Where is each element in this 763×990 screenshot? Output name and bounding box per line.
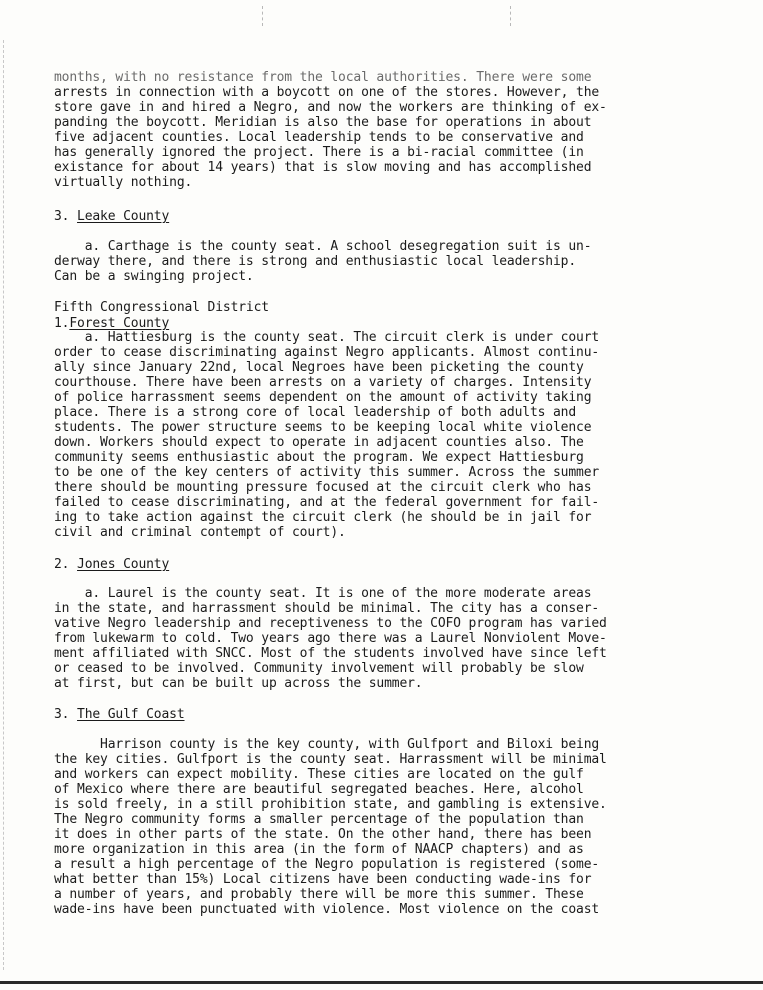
body-text-line: of Mexico where there are beautiful segregated beaches. Here, alcohol <box>54 782 584 797</box>
body-text-line: ally since January 22nd, local Negroes have been picketing the county <box>54 360 584 375</box>
section-heading-leake-county: 3. Leake County <box>54 209 170 224</box>
body-text-line: panding the boycott. Meridian is also the base for operations in about <box>54 115 592 130</box>
body-text-line: students. The power structure seems to be keeping local white violence <box>54 420 592 435</box>
body-text-line: the key cities. Gulfport is the county seat. Harrassment will be minimal <box>54 752 607 767</box>
body-text-line: more organization in this area (in the form of NAACP chapters) and as <box>54 842 584 857</box>
body-text-line: at first, but can be built up across the summer. <box>54 676 423 691</box>
section-heading-forest-county: 1.Forest County <box>54 316 170 331</box>
body-text-line: five adjacent counties. Local leadership tends to be conservative and <box>54 130 584 145</box>
heading-underlined-text: Jones County <box>77 557 170 572</box>
body-text-line: failed to cease discriminating, and at the federal government for fail- <box>54 495 600 510</box>
body-text-line: in the state, and harrassment should be minimal. The city has a conser- <box>54 601 600 616</box>
body-text-line: virtually nothing. <box>54 175 193 190</box>
body-text-line: Harrison county is the key county, with Gulfport and Biloxi being <box>54 737 600 752</box>
body-text-line: a. Carthage is the county seat. A school desegregation suit is un- <box>54 239 592 254</box>
body-text-line: a. Hattiesburg is the county seat. The circuit clerk is under court <box>54 330 600 345</box>
body-text-line: existance for about 14 years) that is slow moving and has accomplished <box>54 160 592 175</box>
scan-mark <box>510 6 512 26</box>
body-text-line: to be one of the key centers of activity this summer. Across the summer <box>54 465 600 480</box>
section-heading-gulf-coast: 3. The Gulf Coast <box>54 707 185 722</box>
body-text-line: a result a high percentage of the Negro population is registered (some- <box>54 857 600 872</box>
body-text-line: down. Workers should expect to operate in adjacent counties also. The <box>54 435 584 450</box>
body-text-line: vative Negro leadership and receptiveness to the COFO program has varied <box>54 616 607 631</box>
body-text-line: store gave in and hired a Negro, and now the workers are thinking of ex- <box>54 100 607 115</box>
body-text-line: ment affiliated with SNCC. Most of the students involved have since left <box>54 646 607 661</box>
body-text-line: what better than 15%) Local citizens have been conducting wade-ins for <box>54 872 592 887</box>
district-heading: Fifth Congressional District <box>54 300 269 315</box>
heading-underlined-text: The Gulf Coast <box>77 707 185 722</box>
body-text-line: derway there, and there is strong and enthusiastic local leadership. <box>54 254 577 269</box>
body-text-line: or ceased to be involved. Community involvement will probably be slow <box>54 661 584 676</box>
section-heading-jones-county: 2. Jones County <box>54 557 170 572</box>
body-text-line: a. Laurel is the county seat. It is one of the more moderate areas <box>54 586 592 601</box>
body-text-line: from lukewarm to cold. Two years ago there was a Laurel Nonviolent Move- <box>54 631 607 646</box>
body-text-line: courthouse. There have been arrests on a variety of charges. Intensity <box>54 375 592 390</box>
page-bottom-border <box>0 981 763 984</box>
body-text-line: Can be a swinging project. <box>54 269 254 284</box>
body-text-line: months, with no resistance from the local authorities. There were some <box>54 70 592 85</box>
body-text-line: a number of years, and probably there will be more this summer. These <box>54 887 584 902</box>
body-text-line: of police harrassment seems dependent on the amount of activity taking <box>54 390 592 405</box>
body-text-line: ing to take action against the circuit clerk (he should be in jail for <box>54 510 592 525</box>
body-text-line: and workers can expect mobility. These cities are located on the gulf <box>54 767 584 782</box>
body-text-line: place. There is a strong core of local leadership of both adults and <box>54 405 577 420</box>
body-text-line: The Negro community forms a smaller percentage of the population than <box>54 812 584 827</box>
scan-mark <box>262 6 264 26</box>
body-text-line: wade-ins have been punctuated with violence. Most violence on the coast <box>54 902 600 917</box>
body-text-line: is sold freely, in a still prohibition state, and gambling is extensive. <box>54 797 607 812</box>
body-text-line: has generally ignored the project. There is a bi-racial committee (in <box>54 145 584 160</box>
body-text-line: there should be mounting pressure focused at the circuit clerk who has <box>54 480 592 495</box>
heading-underlined-text: Leake County <box>77 209 170 224</box>
heading-underlined-text: Forest County <box>69 316 170 331</box>
page-edge <box>3 40 5 970</box>
body-text-line: arrests in connection with a boycott on one of the stores. However, the <box>54 85 600 100</box>
body-text-line: community seems enthusiastic about the program. We expect Hattiesburg <box>54 450 584 465</box>
body-text-line: order to cease discriminating against Negro applicants. Almost continu- <box>54 345 600 360</box>
body-text-line: it does in other parts of the state. On the other hand, there has been <box>54 827 592 842</box>
body-text-line: civil and criminal contempt of court). <box>54 525 346 540</box>
